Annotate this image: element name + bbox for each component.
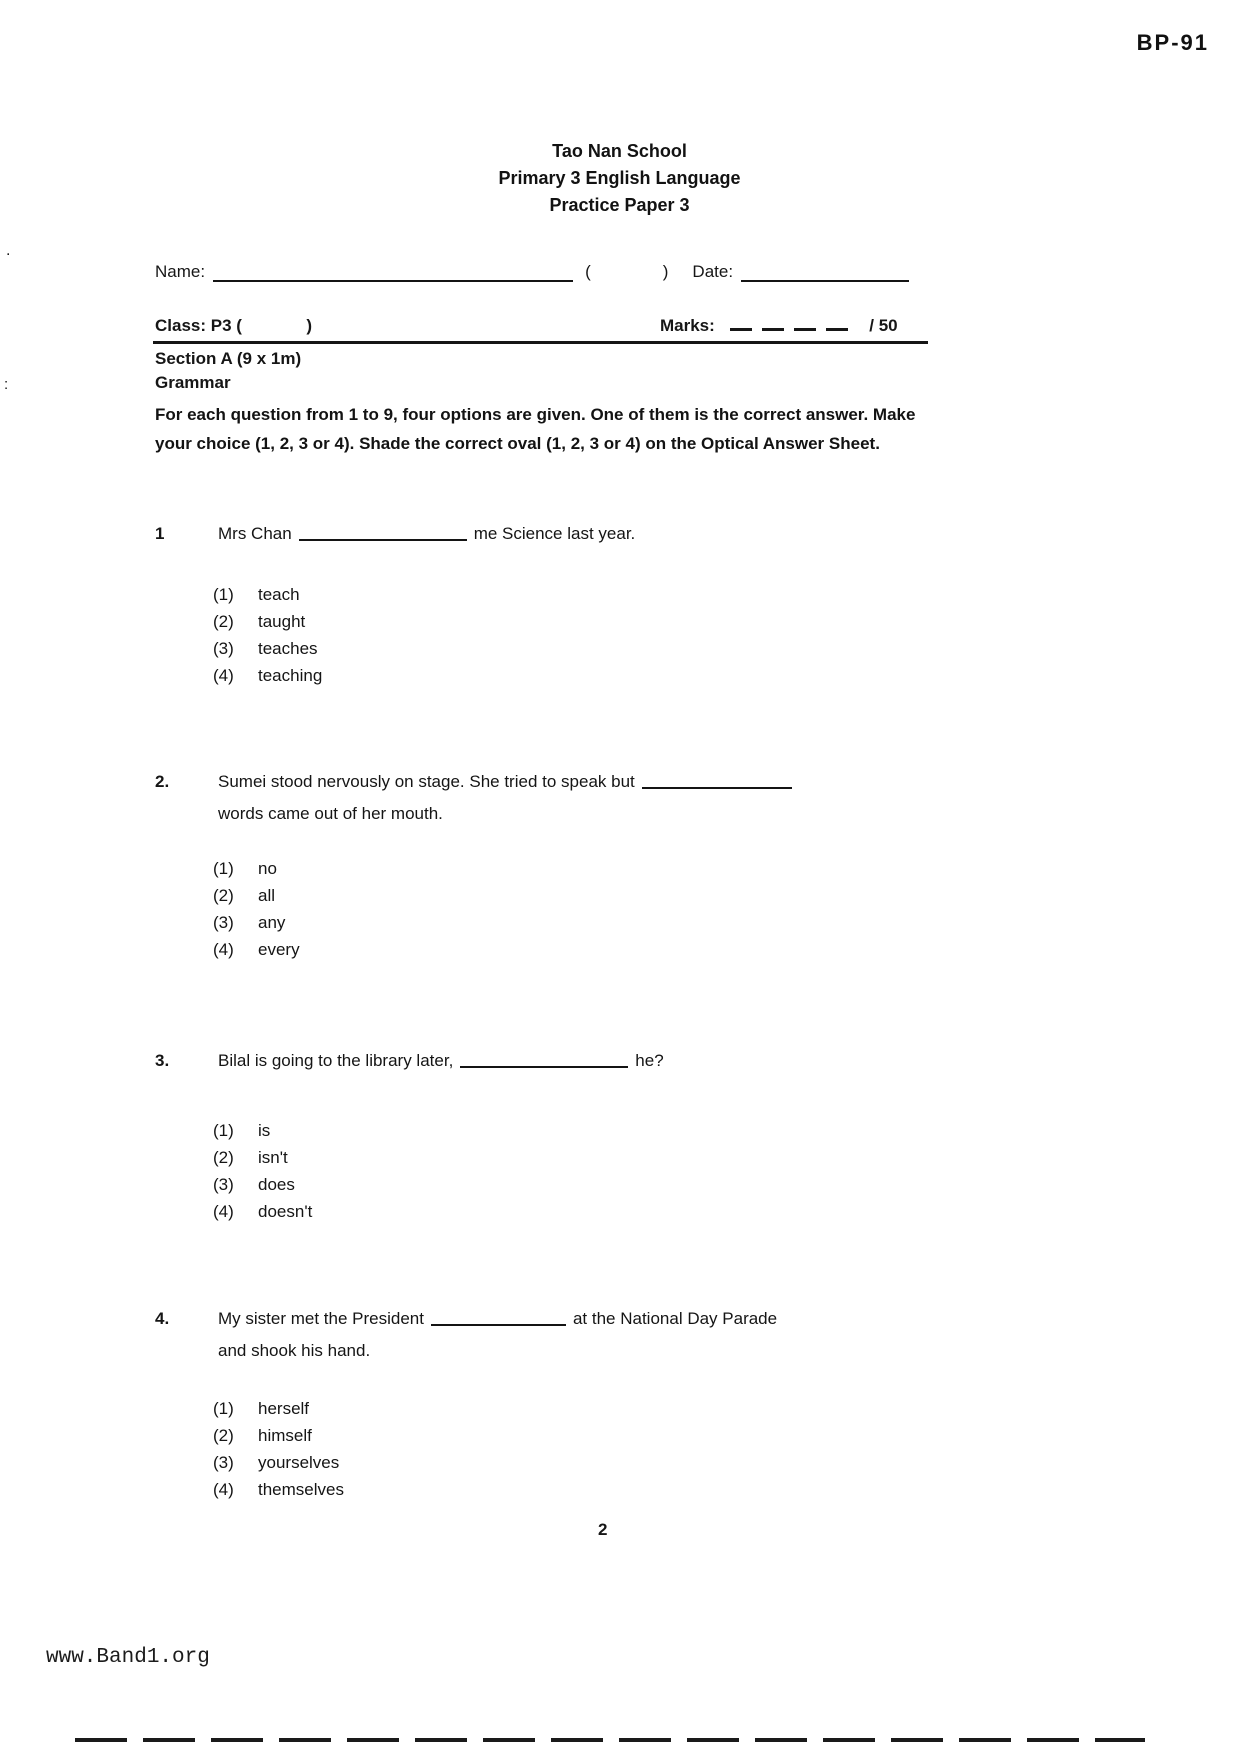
option-number: (4) [213,666,234,685]
option-number: (3) [213,639,234,658]
paper-title-block [0,138,1239,219]
stem-text-before: Bilal is going to the library later, [218,1051,454,1070]
marks-blank-line [730,318,855,331]
options-list [213,855,985,963]
header-divider-rule [153,341,928,344]
question-number: 2. [155,772,170,791]
paper-name: Practice Paper 3 [549,195,690,215]
name-date-row [155,262,945,282]
school-name: Tao Nan School [552,141,687,161]
stem-text-after: me Science last year. [473,524,636,543]
option-number: (3) [213,1175,234,1194]
marks-label: Marks: [660,316,715,335]
page-number: 2 [598,1520,608,1539]
option-number: (1) [213,585,234,604]
class-marks-row [155,316,930,336]
option-label: teach [258,585,300,604]
answer-blank-line [460,1051,628,1068]
option-number: (2) [213,612,234,631]
question-4 [155,1303,985,1503]
option-row [213,1171,985,1198]
section-a-instructions: For each question from 1 to 9, four options are given. One of them is the correct answer. Make your choice (1, 2, 3 or 4). Shade the correct oval (1, 2, 3 or 4) on the Optical Answer Sheet. [155,405,916,453]
paper-subject: Primary 3 English Language [498,168,741,188]
marks-total: / 50 [869,316,898,335]
option-row [213,581,985,608]
option-row [213,855,985,882]
option-row [213,1422,985,1449]
options-list [213,581,985,689]
stem-text-before: Mrs Chan [218,524,292,543]
question-stem-line2: and shook his hand. [218,1341,371,1360]
options-list [213,1395,985,1503]
option-label: themselves [258,1480,344,1499]
stem-text-after: he? [635,1051,664,1070]
question-number: 4. [155,1309,170,1328]
option-number: (3) [213,913,234,932]
class-label: Class: P3 ( [155,316,242,335]
option-row [213,1476,985,1503]
option-label: is [258,1121,271,1140]
page-code: BP-91 [1136,30,1209,55]
option-label: teaches [258,639,318,658]
question-stem-line2: words came out of her mouth. [218,804,443,823]
option-number: (2) [213,1426,234,1445]
question-stem [155,1045,985,1077]
option-row [213,1144,985,1171]
section-a-heading: Section A (9 x 1m) [155,349,302,368]
option-label: herself [258,1399,310,1418]
name-blank-line [213,265,573,282]
option-row [213,1117,985,1144]
answer-blank-line [642,772,792,789]
option-row [213,1198,985,1225]
option-number: (1) [213,1399,234,1418]
option-number: (1) [213,1121,234,1140]
options-list [213,1117,985,1225]
option-label: isn't [258,1148,288,1167]
index-paren-close: ) [662,262,669,281]
stem-text-before: Sumei stood nervously on stage. She tried to speak but [218,772,635,791]
question-3 [155,1045,985,1225]
option-label: yourselves [258,1453,340,1472]
option-label: does [258,1175,295,1194]
option-number: (2) [213,886,234,905]
question-number: 1 [155,524,165,543]
name-label: Name: [155,262,206,281]
option-label: all [258,886,276,905]
option-label: teaching [258,666,323,685]
answer-blank-line [431,1309,566,1326]
date-blank-line [741,265,909,282]
answer-blank-line [299,524,467,541]
option-number: (4) [213,940,234,959]
footer-url: www.Band1.org [46,1646,210,1669]
scan-speck: . [6,242,11,259]
bottom-scan-rule [75,1738,1145,1742]
option-label: taught [258,612,306,631]
option-row [213,882,985,909]
date-label: Date: [692,262,734,281]
option-number: (4) [213,1202,234,1221]
option-label: any [258,913,286,932]
option-number: (3) [213,1453,234,1472]
marks-group [660,316,898,336]
option-label: doesn't [258,1202,313,1221]
option-row [213,662,985,689]
option-row [213,635,985,662]
option-number: (2) [213,1148,234,1167]
scan-speck: : [4,376,9,393]
question-number: 3. [155,1051,170,1070]
option-number: (1) [213,859,234,878]
option-row [213,1395,985,1422]
question-stem [155,766,985,798]
question-stem [155,1303,985,1335]
stem-text-before: My sister met the President [218,1309,424,1328]
index-paren-open: ( [585,262,591,281]
option-row [213,909,985,936]
question-2 [155,766,985,963]
option-row [213,608,985,635]
stem-text-after: at the National Day Parade [572,1309,778,1328]
question-stem [155,518,985,550]
option-row [213,1449,985,1476]
option-label: no [258,859,277,878]
section-a-subheading: Grammar [155,373,231,392]
option-number: (4) [213,1480,234,1499]
question-1 [155,518,985,689]
option-row [213,936,985,963]
class-paren-close: ) [306,316,313,335]
option-label: every [258,940,300,959]
option-label: himself [258,1426,312,1445]
